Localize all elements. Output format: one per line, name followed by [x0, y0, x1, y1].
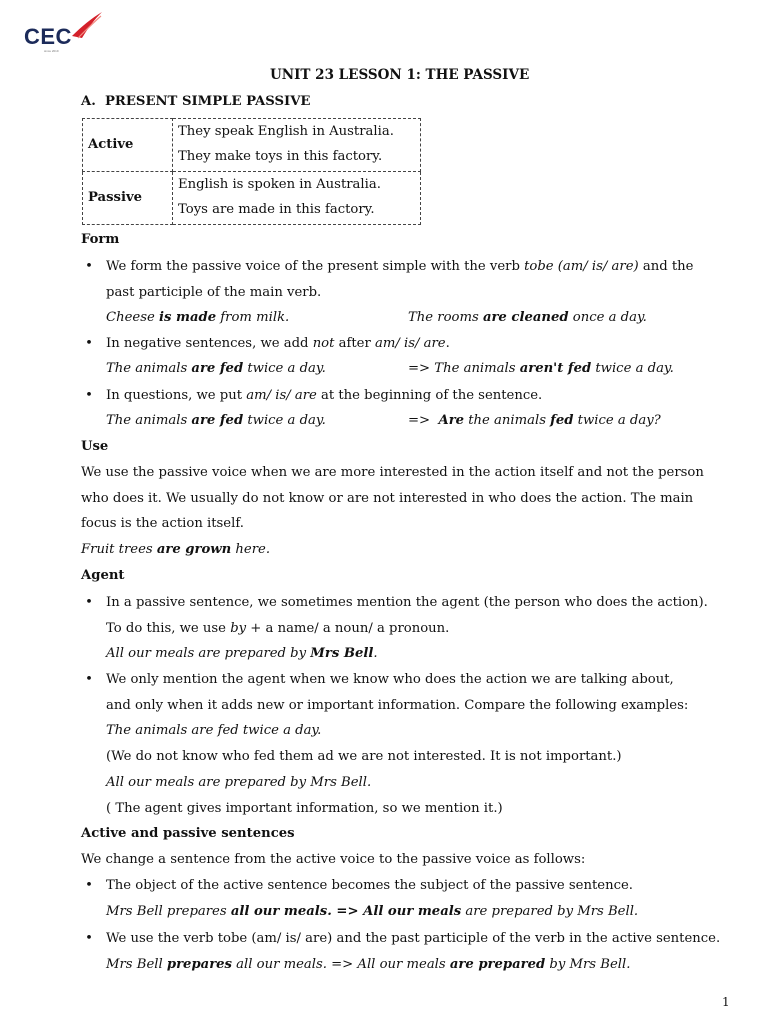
logo-tagline: since 2019 — [44, 49, 59, 53]
text-span: => — [408, 413, 439, 428]
text-span: . — [445, 336, 450, 351]
note-line: (We do not know who fed them ad we are not interested. It is not important.) — [106, 749, 622, 764]
paragraph-line: who does it. We usually do not know or are not interested in who does the action. The main — [81, 491, 694, 506]
text-line — [106, 258, 693, 276]
bullet: • — [85, 336, 93, 351]
cec-logo — [24, 10, 104, 53]
example-line — [106, 903, 638, 921]
text-span: the animals — [464, 413, 551, 428]
table-text: They speak English in Australia. — [178, 124, 394, 139]
table-label-passive: Passive — [83, 172, 173, 225]
example-line — [106, 645, 378, 663]
text-span: twice a day. — [243, 361, 326, 376]
text-span: are grown — [156, 542, 232, 557]
table-cell-passive — [173, 172, 421, 225]
text-span: twice a day. — [591, 361, 674, 376]
bullet: • — [85, 595, 93, 610]
example-line: All our meals are prepared by Mrs Bell. — [106, 775, 372, 790]
text-span: am/ is/ are — [246, 388, 317, 403]
use-heading: Use — [81, 439, 109, 454]
text-span: are cleaned — [482, 310, 569, 325]
table-label-active: Active — [83, 119, 173, 172]
paragraph-line: We change a sentence from the active voice to the passive voice as follows: — [81, 852, 586, 867]
table-text: They make toys in this factory. — [178, 149, 383, 164]
text-span: aren't fed — [519, 361, 592, 376]
bullet: • — [85, 931, 93, 946]
text-line — [106, 387, 542, 405]
text-span: => The animals — [408, 361, 520, 376]
text-span: are fed — [191, 413, 244, 428]
example-line — [106, 956, 630, 974]
text-span: To do this, we use — [106, 621, 231, 636]
active-passive-table — [82, 118, 421, 225]
text-span: and the — [638, 259, 694, 274]
table-cell-active — [173, 119, 421, 172]
text-span: by Mrs Bell. — [545, 957, 631, 972]
text-span: We form the passive voice of the present simple with the verb — [106, 259, 525, 274]
text-span: Mrs Bell — [106, 957, 167, 972]
text-line — [106, 620, 449, 638]
active-passive-heading: Active and passive sentences — [81, 826, 295, 841]
text-span: . — [373, 646, 378, 661]
text-span: are prepared by Mrs Bell. — [461, 904, 639, 919]
text-line: In a passive sentence, we sometimes mention the agent (the person who does the action). — [106, 595, 708, 610]
agent-heading: Agent — [81, 568, 125, 583]
table-row — [83, 119, 421, 172]
text-line: We use the verb tobe (am/ is/ are) and the past participle of the verb in the active sentence. — [106, 931, 721, 946]
text-span: is made — [158, 310, 217, 325]
table-text: Toys are made in this factory. — [178, 202, 375, 217]
example-line — [408, 360, 674, 378]
table-row — [83, 172, 421, 225]
note-line: ( The agent gives important information, so we mention it.) — [106, 801, 503, 816]
example-line — [106, 309, 289, 327]
example-line — [106, 412, 326, 430]
text-span: All our meals are prepared by — [106, 646, 311, 661]
text-span: twice a day? — [573, 413, 661, 428]
text-line: We only mention the agent when we know who does the action we are talking about, — [106, 672, 674, 687]
page-title: UNIT 23 LESSON 1: THE PASSIVE — [270, 67, 530, 83]
text-span: tobe (am/ is/ are) — [524, 259, 639, 274]
bullet: • — [85, 259, 93, 274]
logo-swoosh-icon — [68, 10, 104, 40]
logo-text: CEC — [24, 24, 72, 49]
text-span: fed — [550, 413, 574, 428]
example-line — [408, 412, 661, 430]
text-span: am/ is/ are — [374, 336, 446, 351]
text-span: The animals — [106, 361, 192, 376]
text-span: The rooms — [408, 310, 483, 325]
form-heading: Form — [81, 232, 120, 247]
text-span: are prepared — [449, 957, 546, 972]
text-span: Fruit trees — [81, 542, 157, 557]
example-line: The animals are fed twice a day. — [106, 723, 322, 738]
bullet: • — [85, 388, 93, 403]
text-span: Cheese — [106, 310, 159, 325]
text-span: here. — [231, 542, 271, 557]
text-span: twice a day. — [243, 413, 326, 428]
text-span: + a name/ a noun/ a pronoun. — [246, 621, 450, 636]
text-line: and only when it adds new or important information. Compare the following examples: — [106, 698, 689, 713]
text-span: all our meals. => All our meals — [230, 904, 462, 919]
text-span: after — [334, 336, 375, 351]
text-span: not — [312, 336, 335, 351]
text-span: from milk. — [216, 310, 290, 325]
text-span: The animals — [106, 413, 192, 428]
text-span: In questions, we put — [106, 388, 247, 403]
text-span: Mrs Bell prepares — [106, 904, 231, 919]
text-span: once a day. — [568, 310, 647, 325]
page-number: 1 — [722, 995, 730, 1009]
text-line: past participle of the main verb. — [106, 285, 322, 300]
bullet: • — [85, 672, 93, 687]
text-line — [106, 335, 450, 353]
paragraph-line: We use the passive voice when we are more interested in the action itself and not the person — [81, 465, 704, 480]
text-span: all our meals. => All our meals — [231, 957, 450, 972]
example-line — [106, 360, 326, 378]
table-text: English is spoken in Australia. — [178, 177, 381, 192]
example-line — [408, 309, 647, 327]
bullet: • — [85, 878, 93, 893]
text-span: are fed — [191, 361, 244, 376]
paragraph-line: focus is the action itself. — [81, 516, 244, 531]
text-span: by — [230, 621, 247, 636]
text-span: at the beginning of the sentence. — [316, 388, 543, 403]
text-line: The object of the active sentence becomes the subject of the passive sentence. — [106, 878, 633, 893]
section-heading: A. PRESENT SIMPLE PASSIVE — [81, 94, 311, 109]
text-span: prepares — [166, 957, 232, 972]
text-span: Are — [438, 413, 465, 428]
text-span: Mrs Bell — [310, 646, 374, 661]
text-span: In negative sentences, we add — [106, 336, 313, 351]
example-line — [81, 541, 270, 559]
